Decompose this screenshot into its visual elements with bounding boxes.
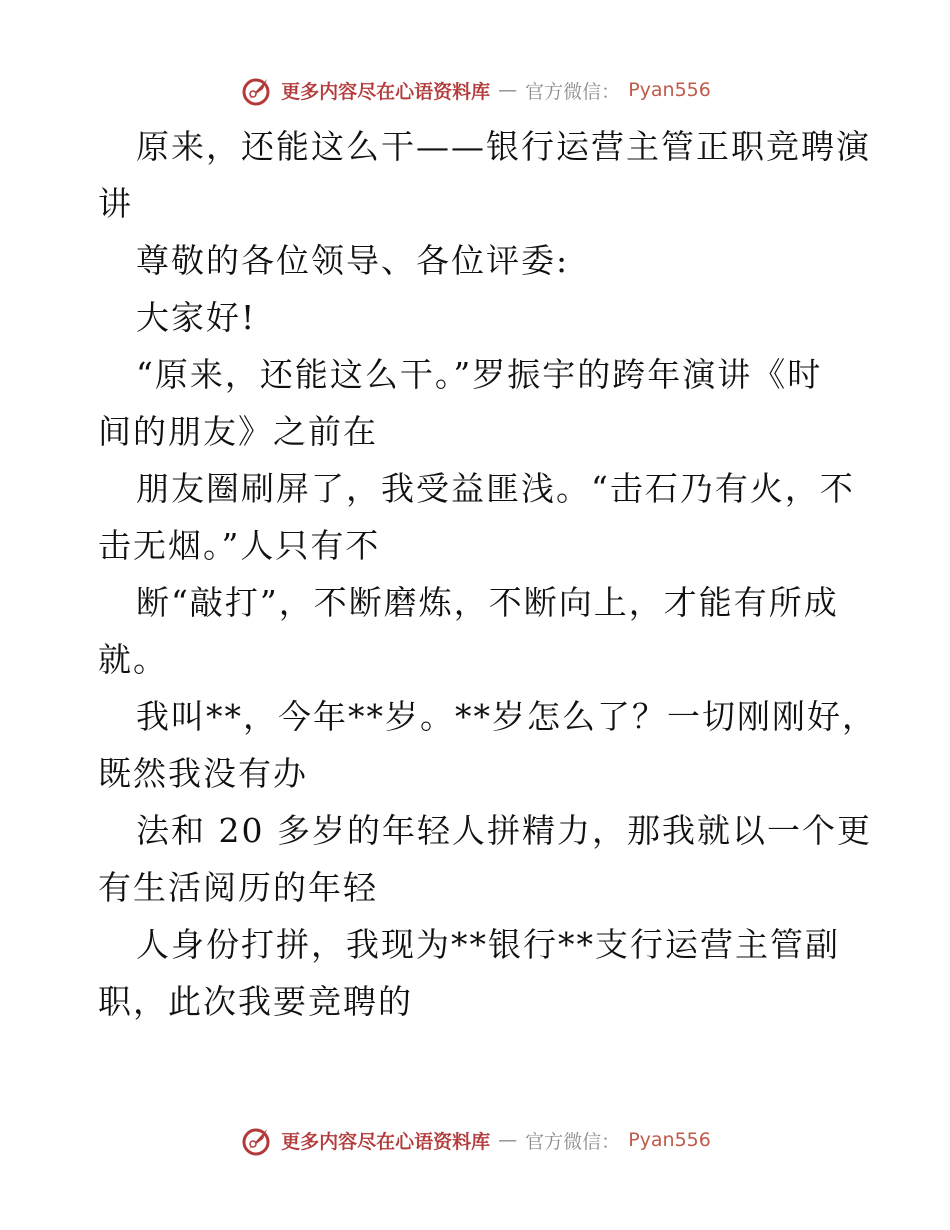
doc-paragraph-line: 朋友圈刷屏了，我受益匪浅。“击石乃有火，不 [136,469,855,508]
doc-paragraph-line: 法和 20 多岁的年轻人拼精力，那我就以一个更 [136,811,872,850]
doc-paragraph-line: 既然我没有办 [98,754,308,793]
quill-logo-icon [239,1123,273,1157]
doc-paragraph-line: 职，此次我要竞聘的 [98,982,413,1021]
watermark-dash: — [498,79,518,101]
doc-paragraph-line: 断“敲打”，不断磨炼，不断向上，才能有所成 [136,583,839,622]
doc-paragraph-line: 击无烟。”人只有不 [98,526,381,565]
header-watermark [0,70,950,110]
doc-paragraph-line: 人身份打拼，我现为**银行**支行运营主管副 [136,925,840,964]
watermark-wechat-label: 官方微信： [525,1130,621,1153]
doc-paragraph-line: “原来，还能这么干。”罗振宇的跨年演讲《时 [136,355,823,394]
doc-paragraph-line: 我叫**，今年**岁。**岁怎么了？一切刚刚好， [136,697,877,736]
watermark-site: 更多内容尽在心语资料库 [281,1130,491,1153]
doc-paragraph-line: 就。 [98,640,168,679]
doc-title-line-1: 原来，还能这么干——银行运营主管正职竞聘演 [136,127,871,166]
watermark-wechat-label: 官方微信： [525,80,621,103]
watermark-site: 更多内容尽在心语资料库 [281,80,491,103]
doc-greeting: 大家好! [136,298,257,337]
document-body [98,118,877,1030]
quill-logo-icon [239,73,273,107]
watermark-wechat-id: Pyan556 [628,1129,711,1151]
doc-title-line-2: 讲 [98,184,133,223]
footer-watermark [0,1120,950,1160]
watermark-wechat-id: Pyan556 [628,79,711,101]
watermark-dash: — [498,1129,518,1151]
doc-paragraph-line: 间的朋友》之前在 [98,412,378,451]
doc-paragraph-line: 有生活阅历的年轻 [98,868,378,907]
doc-salutation: 尊敬的各位领导、各位评委: [136,241,570,280]
